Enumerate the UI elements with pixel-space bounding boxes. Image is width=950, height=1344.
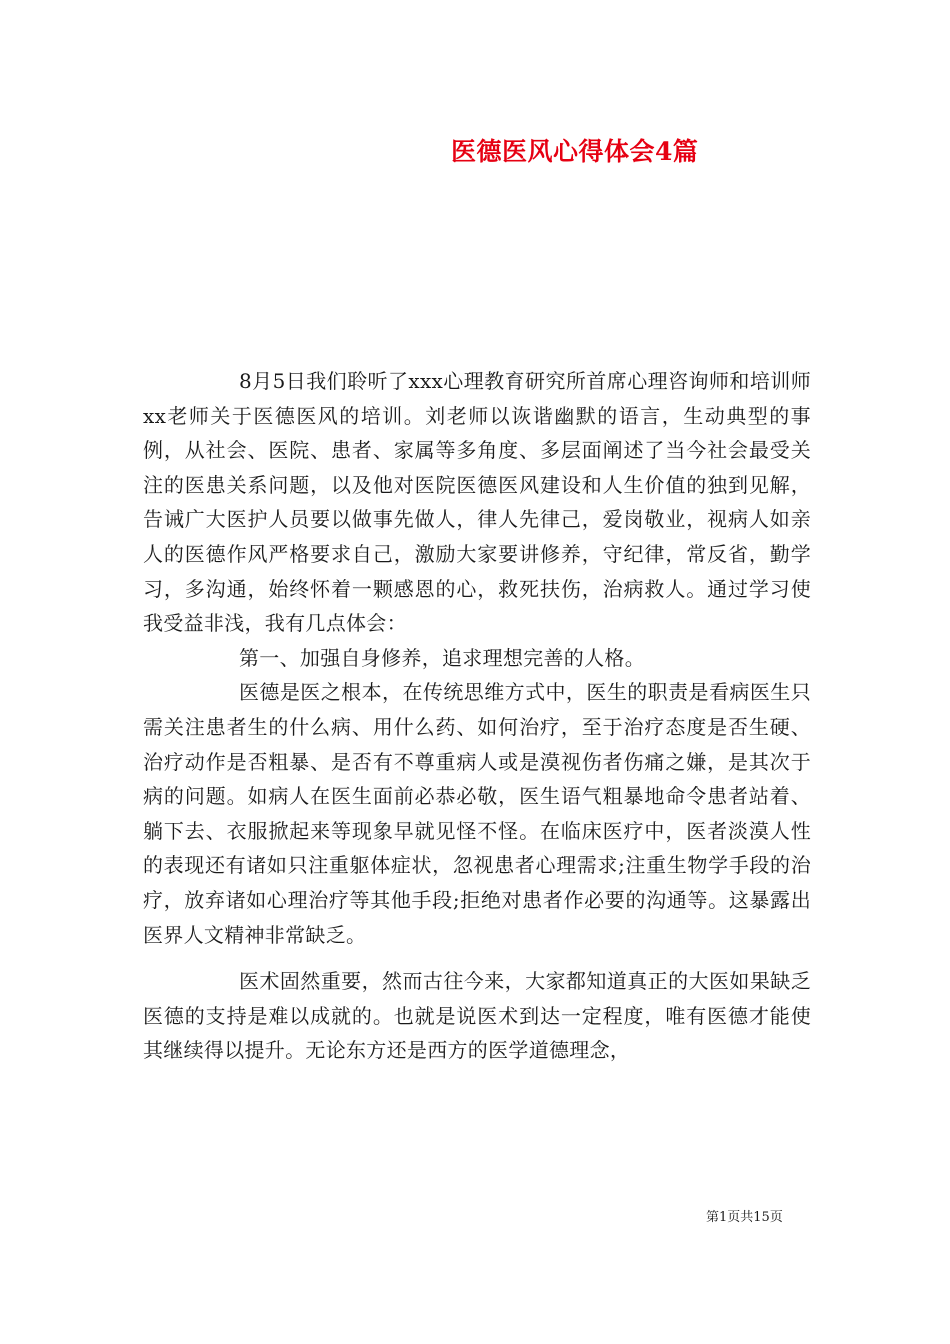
paragraph-medical-ethics: 医德是医之根本，在传统思维方式中，医生的职责是看病医生只需关注患者生的什么病、用什么药、如何治疗，至于治疗态度是否生硬、治疗动作是否粗暴、是否有不尊重病人或是漠视伤者伤痛之嫌，是其次于病的问题。如病人在医生面前必恭必敬，医生语气粗暴地命令患者站着、躺下去、衣服掀起来等现象早就见怪不怪。在临床医疗中，医者淡漠人性的表现还有诸如只注重躯体症状，忽视患者心理需求;注重生物学手段的治疗，放弃诸如心理治疗等其他手段;拒绝对患者作必要的沟通等。这暴露出医界人文精神非常缺乏。 bbox=[143, 680, 811, 947]
paragraph-intro: 8月5日我们聆听了xxx心理教育研究所首席心理咨询师和培训师xx老师关于医德医风的培训。刘老师以诙谐幽默的语言，生动典型的事例，从社会、医院、患者、家属等多角度、多层面阐述了当今社会最受关注的医患关系问题，以及他对医院医德医风建设和人生价值的独到见解，告诫广大医护人员要以做事先做人，律人先律己，爱岗敬业，视病人如亲人的医德作风严格要求自己，激励大家要讲修养，守纪律，常反省，勤学习，多沟通，始终怀着一颗感恩的心，救死扶伤，治病救人。通过学习使我受益非浅，我有几点体会： bbox=[143, 369, 811, 636]
title-area bbox=[0, 132, 950, 172]
page-number: 第1页共15页 bbox=[706, 1210, 783, 1225]
paragraph-point-one: 第一、加强自身修养，追求理想完善的人格。 bbox=[239, 645, 645, 670]
document-body bbox=[143, 364, 811, 1068]
document-title: 医德医风心得体会4篇 bbox=[451, 137, 699, 166]
paragraph-medical-skill: 医术固然重要，然而古往今来，大家都知道真正的大医如果缺乏医德的支持是难以成就的。也就是说医术到达一定程度，唯有医德才能使其继续得以提升。无论东方还是西方的医学道德理念， bbox=[143, 969, 811, 1063]
